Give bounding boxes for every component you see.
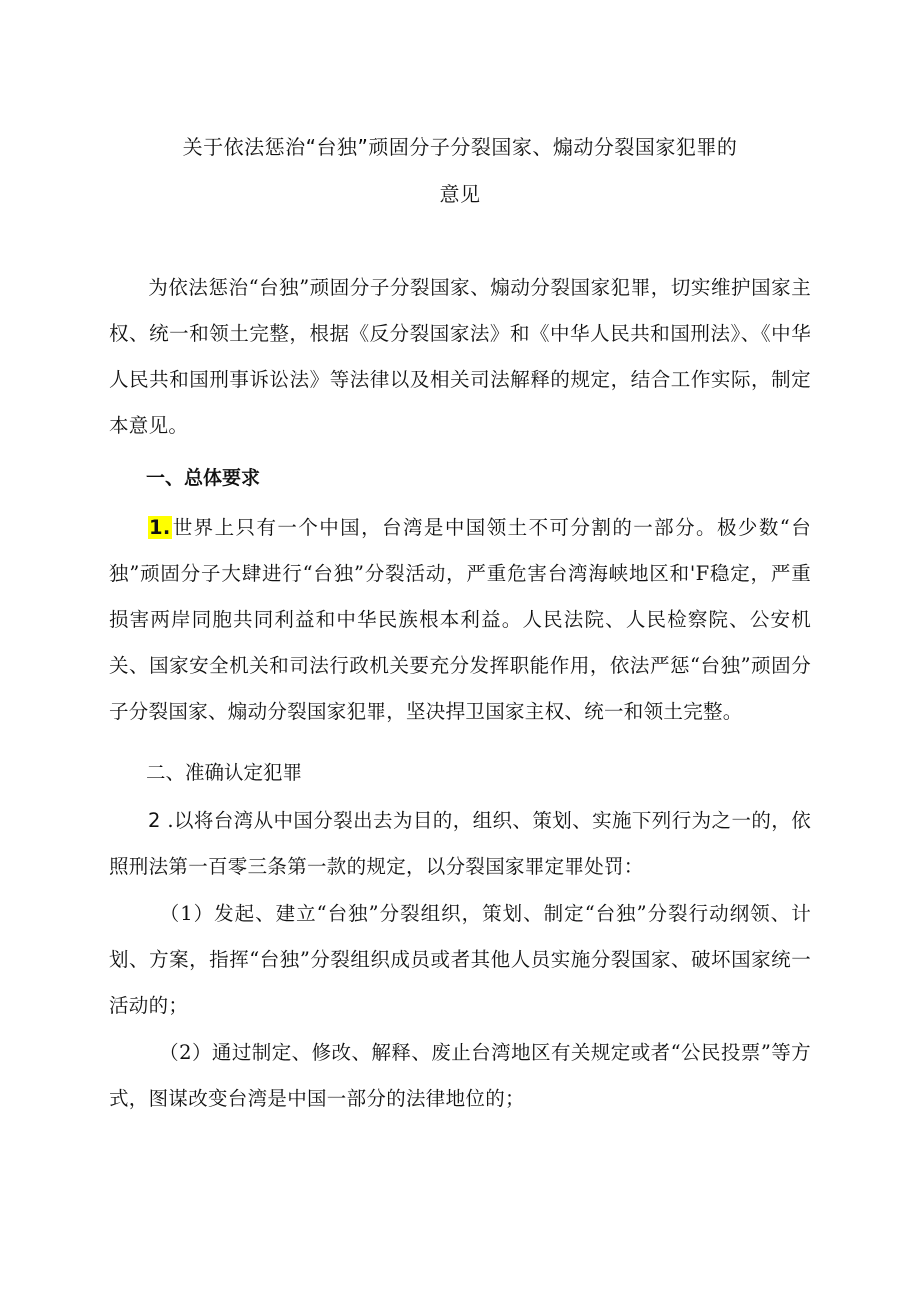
- item1-text: 发起、建立“台独”分裂组织，策划、制定“台独”分裂行动纲领、计划、方案，指挥“台独”分裂组织成员或者其他人员实施分裂国家、破坏国家统一活动的；: [109, 902, 811, 1017]
- section2-heading: 二、准确认定犯罪: [146, 761, 303, 784]
- intro-text: 为依法惩治“台独”顽固分子分裂国家、煽动分裂国家犯罪，切实维护国家主权、统一和领土完整，根据《反分裂国家法》和《中华人民共和国刑法》、《中华人民共和国刑事诉讼法》等法律以及相关司法解释的规定，结合工作实际，制定本意见。: [109, 276, 811, 437]
- para2-text: .以将台湾从中国分裂出去为目的，组织、策划、实施下列行为之一的，依照刑法第一百零三条第一款的规定，以分裂国家罪定罪处罚：: [109, 809, 811, 878]
- item1-number: （1）: [159, 902, 215, 925]
- para1-number-highlight: 1.: [149, 516, 171, 539]
- section1-heading: 一、总体要求: [146, 467, 261, 489]
- paragraph-2: [109, 798, 811, 890]
- list-item-2: [109, 1030, 811, 1122]
- para2-number: 2: [148, 809, 161, 832]
- item2-text: 通过制定、修改、解释、废止台湾地区有关规定或者“公民投票”等方式，图谋改变台湾是中国一部分的法律地位的；: [109, 1041, 811, 1110]
- para1-text: 世界上只有一个中国，台湾是中国领土不可分割的一部分。极少数“台独”顽固分子大肆进行“台独”分裂活动，严重危害台湾海峡地区和'F稳定，严重损害两岸同胞共同利益和中华民族根本利益。人民法院、人民检察院、公安机关、国家安全机关和司法行政机关要充分发挥职能作用，依法严惩“台独”顽固分子分裂国家、煽动分裂国家犯罪，坚决捍卫国家主权、统一和领土完整。: [109, 516, 811, 723]
- intro-paragraph: [109, 265, 811, 449]
- paragraph-1: [109, 505, 811, 735]
- list-item-1: [109, 891, 811, 1029]
- document-title-line2: 意见: [439, 182, 481, 206]
- item2-number: （2）: [159, 1041, 212, 1064]
- document-title-line1: 关于依法惩治“台独”顽固分子分裂国家、煽动分裂国家犯罪的: [182, 135, 738, 159]
